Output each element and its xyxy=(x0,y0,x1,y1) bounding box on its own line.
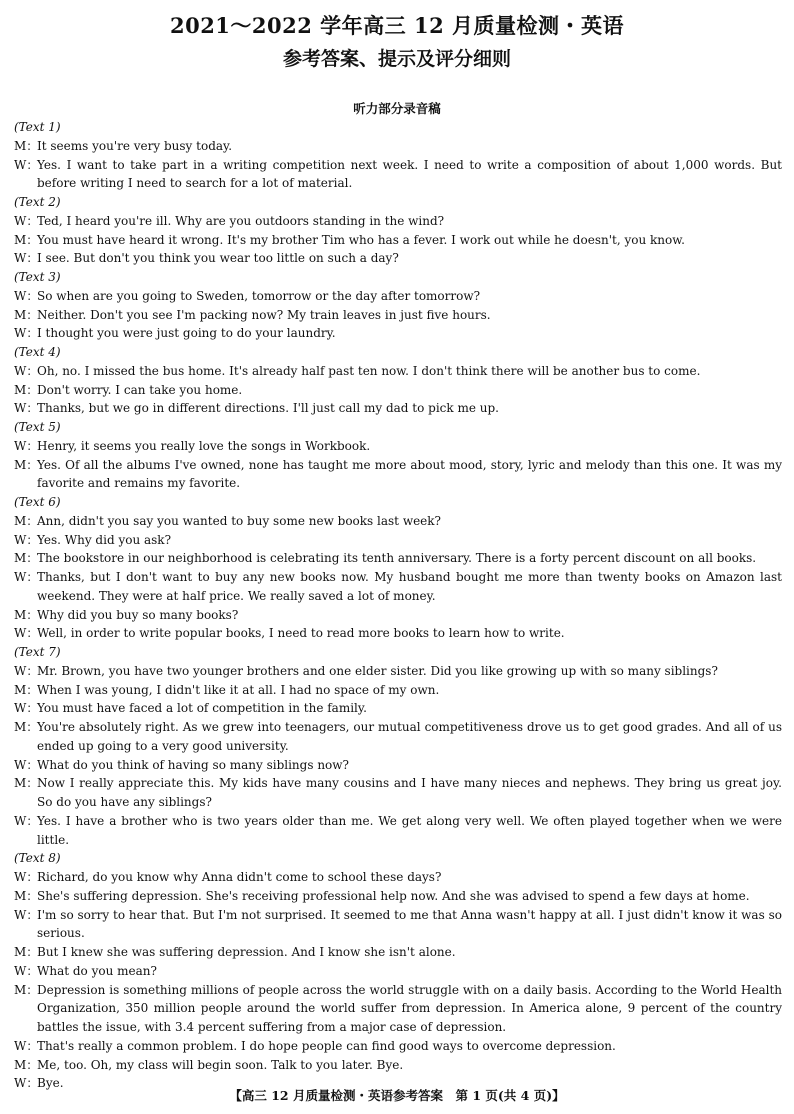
dialogue-text: That's really a common problem. I do hope people can find good ways to overcome depression. xyxy=(37,1038,616,1053)
dialogue-line xyxy=(14,381,782,400)
speaker-label: W： xyxy=(14,157,39,172)
speaker-label: W： xyxy=(14,438,39,453)
speaker-label: M： xyxy=(14,1057,39,1072)
dialogue-text: Yes. I have a brother who is two years older than me. We get along very well. We often played together when we were little. xyxy=(37,813,782,847)
dialogue-text: Ann, didn't you say you wanted to buy some new books last week? xyxy=(37,513,441,528)
dialogue-text: Thanks, but I don't want to buy any new books now. My husband bought me more than twenty books on Amazon last weekend. They were at half price. We really saved a lot of money. xyxy=(37,570,782,603)
speaker-label: W： xyxy=(14,626,39,641)
dialogue-text: Yes. Of all the albums I've owned, none has taught me more about mood, story, lyric and melody than this one. It was my favorite and remains my favorite. xyxy=(37,457,782,491)
dialogue-text: Bye. xyxy=(37,1076,64,1091)
dialogue-text: Ted, I heard you're ill. Why are you outdoors standing in the wind? xyxy=(37,213,445,228)
dialogue-text: You're absolutely right. As we grew into teenagers, our mutual competitiveness drove us to get good grades. And all of us ended up going to a very good university. xyxy=(37,720,782,753)
speaker-label: M： xyxy=(14,720,39,734)
dialogue-text: Now I really appreciate this. My kids have many cousins and I have many nieces and nephews. They bring us great joy. So do you have any siblings? xyxy=(37,776,782,809)
speaker-label: W： xyxy=(14,251,39,266)
dialogue-line xyxy=(14,606,782,625)
speaker-label: W： xyxy=(14,813,39,828)
speaker-label: M： xyxy=(14,307,39,322)
dialogue-line xyxy=(14,681,782,700)
dialogue-line xyxy=(14,981,782,1037)
text-header: (Text 8) xyxy=(14,851,61,866)
text-header: (Text 1) xyxy=(14,120,61,134)
dialogue-line xyxy=(14,156,782,194)
speaker-label: W： xyxy=(14,288,39,303)
dialogue-text: What do you think of having so many siblings now? xyxy=(37,757,349,772)
dialogue-line xyxy=(14,887,782,906)
dialogue-line xyxy=(14,1037,782,1056)
dialogue-text: It seems you're very busy today. xyxy=(37,138,233,153)
speaker-label: W： xyxy=(14,570,39,584)
dialogue-line xyxy=(14,249,782,268)
dialogue-text: So when are you going to Sweden, tomorrow or the day after tomorrow? xyxy=(37,288,481,303)
dialogue-text: Depression is something millions of people across the world struggle with on a daily basis. According to the World Health Organization, 350 million people around the world suffer from depression. In America alone, 9 percent of the country battles the issue, with 3.4 percent suffering from a major case of depression. xyxy=(37,982,782,1034)
speaker-label: W： xyxy=(14,963,39,978)
dialogue-line xyxy=(14,756,782,775)
speaker-label: M： xyxy=(14,457,39,472)
dialogue-line xyxy=(14,531,782,550)
speaker-label: W： xyxy=(14,757,39,772)
dialogue-line xyxy=(14,399,782,418)
dialogue-line xyxy=(14,212,782,231)
dialogue-line xyxy=(14,699,782,718)
speaker-label: W： xyxy=(14,663,39,678)
text-header: (Text 6) xyxy=(14,495,61,509)
dialogue-line xyxy=(14,906,782,944)
dialogue-text: Neither. Don't you see I'm packing now? My train leaves in just five hours. xyxy=(37,307,491,322)
dialogue-text: But I knew she was suffering depression. And I know she isn't alone. xyxy=(37,945,456,959)
dialogue-line xyxy=(14,512,782,531)
dialogue-line xyxy=(14,549,782,568)
speaker-label: W： xyxy=(14,701,39,716)
dialogue-line xyxy=(14,437,782,456)
dialogue-line xyxy=(14,287,782,306)
dialogue-line xyxy=(14,662,782,681)
dialogue-line xyxy=(14,1056,782,1075)
speaker-label: M： xyxy=(14,945,39,959)
speaker-label: M： xyxy=(14,982,39,997)
dialogue-text: I'm so sorry to hear that. But I'm not surprised. It seemed to me that Anna wasn't happy at all. I just didn't know it was so serious. xyxy=(37,907,782,941)
speaker-label: M： xyxy=(14,607,39,622)
speaker-label: W： xyxy=(14,532,39,547)
dialogue-line xyxy=(14,868,782,887)
dialogue-line xyxy=(14,943,782,962)
speaker-label: M： xyxy=(14,382,39,397)
dialogue-text: You must have faced a lot of competition in the family. xyxy=(37,701,367,716)
page-subtitle: 参考答案、提示及评分细则 xyxy=(282,48,511,70)
speaker-label: W： xyxy=(14,401,39,416)
speaker-label: W： xyxy=(14,1038,39,1053)
dialogue-text: You must have heard it wrong. It's my brother Tim who has a fever. I work out while he doesn't, you know. xyxy=(37,232,685,247)
dialogue-line xyxy=(14,362,782,381)
section-heading: 听力部分录音稿 xyxy=(353,101,441,116)
dialogue-text: What do you mean? xyxy=(37,963,157,978)
text-header: (Text 5) xyxy=(14,420,61,434)
dialogue-text: She's suffering depression. She's receiving professional help now. And she was advised to spend a few days at home. xyxy=(37,888,750,903)
dialogue-line xyxy=(14,324,782,343)
speaker-label: W： xyxy=(14,326,39,341)
speaker-label: W： xyxy=(14,870,39,884)
dialogue-text: Yes. Why did you ask? xyxy=(37,532,172,547)
text-header: (Text 7) xyxy=(14,645,61,659)
dialogue-text: Mr. Brown, you have two younger brothers and one elder sister. Did you like growing up with so many siblings? xyxy=(37,663,718,678)
speaker-label: M： xyxy=(14,232,39,247)
speaker-label: M： xyxy=(14,888,39,903)
speaker-label: M： xyxy=(14,513,39,528)
dialogue-text: The bookstore in our neighborhood is celebrating its tenth anniversary. There is a forty percent discount on all books. xyxy=(37,551,757,566)
dialogue-text: Well, in order to write popular books, I need to read more books to learn how to write. xyxy=(37,626,565,641)
dialogue-line xyxy=(14,812,782,850)
dialogue-text: Oh, no. I missed the bus home. It's already half past ten now. I don't think there will be another bus to come. xyxy=(37,363,701,378)
dialogue-text: Richard, do you know why Anna didn't come to school these days? xyxy=(37,870,442,884)
speaker-label: W： xyxy=(14,363,39,378)
dialogue-line xyxy=(14,568,782,606)
dialogue-line xyxy=(14,962,782,981)
page-title: 2021～2022 学年高三 12 月质量检测・英语 xyxy=(169,13,625,38)
dialogue-text: Why did you buy so many books? xyxy=(37,607,239,622)
dialogue-line xyxy=(14,231,782,250)
speaker-label: M： xyxy=(14,682,39,697)
dialogue-line xyxy=(14,306,782,325)
dialogue-line xyxy=(14,456,782,494)
text-header: (Text 2) xyxy=(14,195,61,209)
transcript xyxy=(14,118,782,1093)
dialogue-line xyxy=(14,624,782,643)
speaker-label: M： xyxy=(14,776,39,791)
page-footer: 【高三 12 月质量检测・英语参考答案 第 1 页(共 4 页)】 xyxy=(229,1088,565,1103)
text-header: (Text 3) xyxy=(14,270,61,284)
dialogue-text: Don't worry. I can take you home. xyxy=(37,382,243,397)
dialogue-line xyxy=(14,137,782,156)
speaker-label: M： xyxy=(14,138,39,153)
speaker-label: M： xyxy=(14,551,39,566)
dialogue-line xyxy=(14,718,782,756)
dialogue-text: Thanks, but we go in different directions. I'll just call my dad to pick me up. xyxy=(37,401,499,416)
speaker-label: W： xyxy=(14,907,39,922)
speaker-label: W： xyxy=(14,213,39,228)
dialogue-text: When I was young, I didn't like it at all. I had no space of my own. xyxy=(37,682,440,697)
dialogue-line xyxy=(14,774,782,812)
dialogue-text: I thought you were just going to do your laundry. xyxy=(37,326,336,341)
dialogue-text: Yes. I want to take part in a writing competition next week. I need to write a composition of about 1,000 words. But before writing I need to search for a lot of material. xyxy=(37,157,782,191)
dialogue-text: Henry, it seems you really love the songs in Workbook. xyxy=(37,438,371,453)
dialogue-text: Me, too. Oh, my class will begin soon. Talk to you later. Bye. xyxy=(37,1057,404,1072)
dialogue-text: I see. But don't you think you wear too little on such a day? xyxy=(37,251,399,266)
text-header: (Text 4) xyxy=(14,345,61,359)
speaker-label: W： xyxy=(14,1076,39,1091)
